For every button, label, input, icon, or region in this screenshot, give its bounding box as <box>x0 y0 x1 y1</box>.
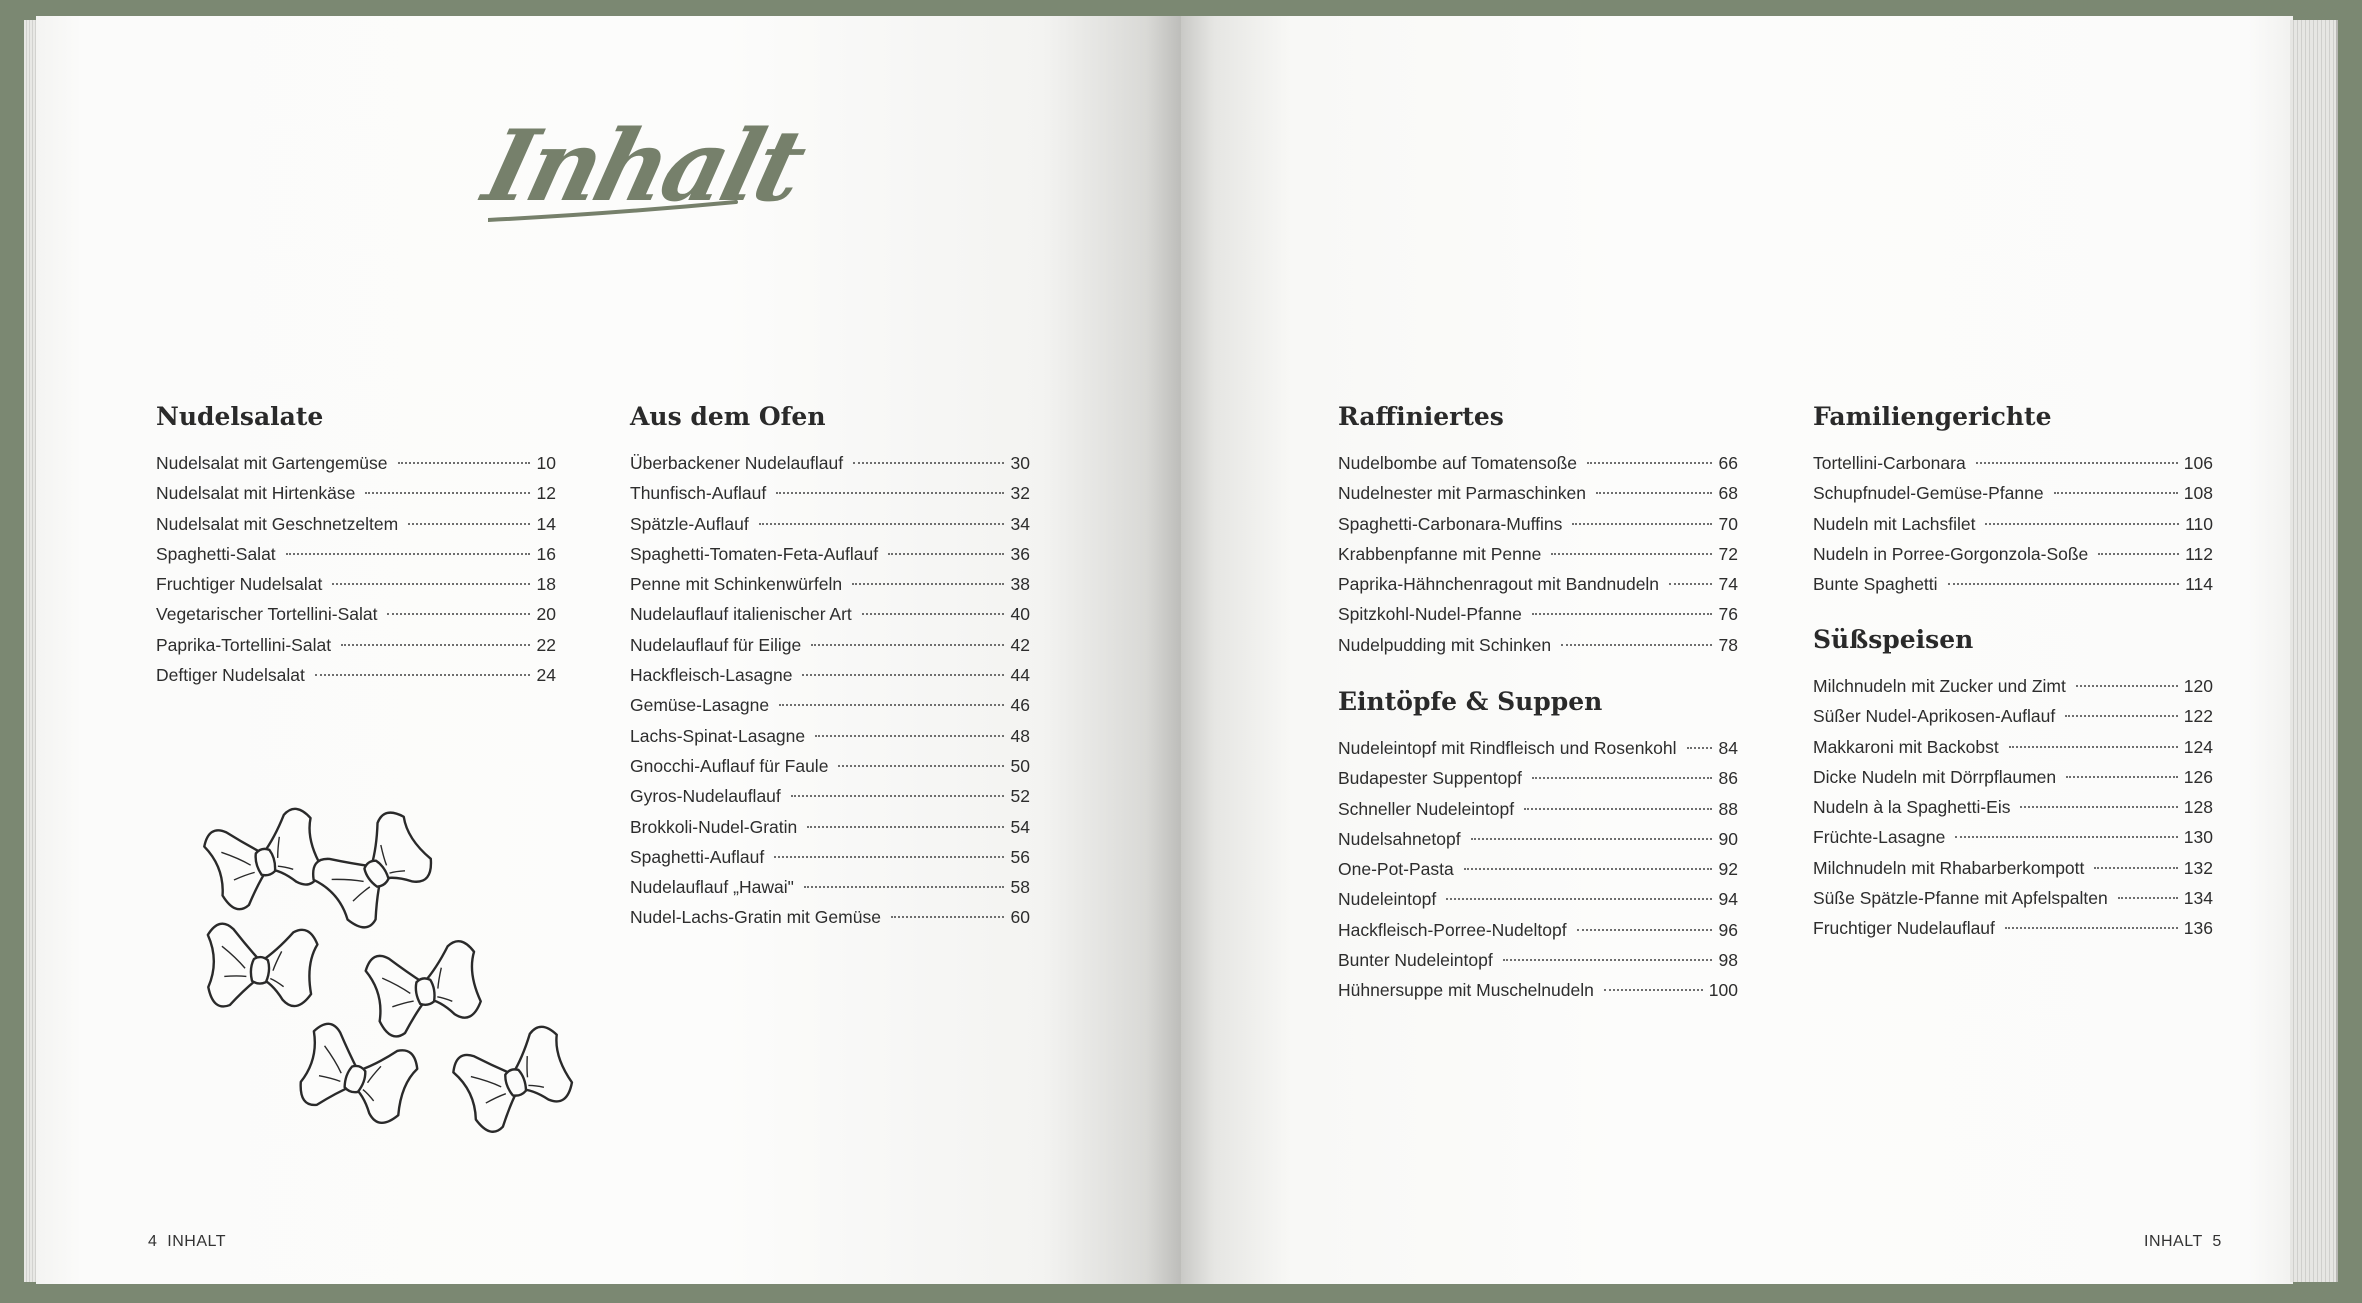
toc-entry-page-number: 72 <box>1718 543 1738 564</box>
toc-entry-page-number: 106 <box>2183 453 2213 473</box>
toc-section-familiengerichte <box>1813 400 2213 599</box>
toc-section-raffiniertes <box>1338 400 1738 660</box>
toc-entry-title: Spaghetti-Auflauf <box>630 846 765 867</box>
toc-entry-title: Tortellini-Carbonara <box>1813 453 1966 473</box>
toc-entry-title: Nudel-Lachs-Gratin mit Gemüse <box>630 907 881 928</box>
dot-leader <box>804 886 1004 888</box>
toc-entry-page-number: 110 <box>2185 513 2213 534</box>
toc-entry-page-number: 32 <box>1010 483 1030 504</box>
dot-leader <box>398 462 531 464</box>
toc-entry <box>630 902 1030 932</box>
toc-entry-title: Lachs-Spinat-Lasagne <box>630 725 806 746</box>
toc-entry-page-number: 40 <box>1010 604 1030 625</box>
dot-leader <box>1572 523 1712 525</box>
toc-entry-title: Nudelpudding mit Schinken <box>1338 634 1552 655</box>
dot-leader <box>2005 927 2178 929</box>
toc-list <box>1813 448 2213 599</box>
toc-entry <box>1338 884 1738 914</box>
toc-entry-page-number: 114 <box>2185 574 2213 595</box>
toc-entry-page-number: 60 <box>1010 907 1030 928</box>
dot-leader <box>341 644 530 646</box>
farfalle-3 <box>202 922 319 1015</box>
toc-entry <box>1338 630 1738 660</box>
toc-entry-page-number: 134 <box>2183 888 2213 909</box>
dot-leader <box>332 583 530 585</box>
toc-entry <box>156 660 556 690</box>
toc-entry-page-number: 36 <box>1010 543 1030 564</box>
toc-entry <box>630 569 1030 599</box>
toc-entry-page-number: 22 <box>536 634 556 655</box>
toc-entry <box>1813 732 2213 762</box>
toc-entry-title: One-Pot-Pasta <box>1338 859 1454 880</box>
toc-entry <box>1338 478 1738 508</box>
toc-entry-page-number: 54 <box>1010 816 1030 837</box>
dot-leader <box>891 916 1004 918</box>
toc-entry-title: Krabbenpfanne mit Penne <box>1338 543 1542 564</box>
toc-entry-title: Hackfleisch-Porree-Nudeltopf <box>1338 919 1567 940</box>
toc-entry-title: Bunter Nudeleintopf <box>1338 950 1493 971</box>
toc-entry-title: Nudelsalat mit Gartengemüse <box>156 453 388 473</box>
toc-entry-page-number: 30 <box>1010 453 1030 473</box>
toc-entry-page-number: 88 <box>1718 798 1738 819</box>
toc-entry-page-number: 20 <box>536 604 556 625</box>
toc-entry <box>1338 539 1738 569</box>
footer-left-page-number: 4 INHALT <box>148 1233 226 1250</box>
toc-entry <box>1338 733 1738 763</box>
dot-leader <box>1976 462 2178 464</box>
toc-entry-page-number: 100 <box>1708 980 1738 1001</box>
toc-entry-title: Spitzkohl-Nudel-Pfanne <box>1338 604 1522 625</box>
toc-entry <box>156 539 556 569</box>
dot-leader <box>838 765 1004 767</box>
toc-entry-title: Spaghetti-Salat <box>156 543 276 564</box>
toc-entry <box>630 539 1030 569</box>
farfalle-pasta-illustration <box>200 790 610 1170</box>
toc-entry-title: Schupfnudel-Gemüse-Pfanne <box>1813 483 2044 504</box>
toc-entry-page-number: 86 <box>1718 768 1738 789</box>
dot-leader <box>1561 644 1712 646</box>
title-swash-decoration <box>488 200 738 224</box>
dot-leader <box>888 553 1004 555</box>
toc-entry-page-number: 38 <box>1010 574 1030 595</box>
toc-entry <box>1813 762 2213 792</box>
toc-entry <box>1338 945 1738 975</box>
toc-entry-title: Süße Spätzle-Pfanne mit Apfelspalten <box>1813 888 2108 909</box>
toc-entry-title: Paprika-Hähnchenragout mit Bandnudeln <box>1338 574 1660 595</box>
section-heading: Aus dem Ofen <box>630 402 826 431</box>
toc-entry-page-number: 52 <box>1010 786 1030 807</box>
toc-entry-page-number: 58 <box>1010 877 1030 898</box>
toc-entry-title: Deftiger Nudelsalat <box>156 665 305 686</box>
toc-entry-page-number: 124 <box>2183 736 2213 757</box>
toc-entry <box>1813 478 2213 508</box>
toc-entry <box>1813 913 2213 943</box>
toc-section-suessspeisen <box>1813 623 2213 944</box>
farfalle-2 <box>306 806 444 937</box>
dot-leader <box>2065 715 2178 717</box>
dot-leader <box>815 735 1004 737</box>
dot-leader <box>1596 492 1712 494</box>
dot-leader <box>365 492 530 494</box>
toc-entry-title: Nudelnester mit Parmaschinken <box>1338 483 1587 504</box>
toc-entry <box>1813 569 2213 599</box>
dot-leader <box>779 704 1004 706</box>
toc-entry <box>156 448 556 478</box>
toc-entry-page-number: 34 <box>1010 513 1030 534</box>
toc-entry-page-number: 24 <box>536 665 556 686</box>
toc-entry-page-number: 14 <box>536 513 556 534</box>
toc-section-eintoepfe-suppen <box>1338 685 1738 1006</box>
dot-leader <box>1551 553 1712 555</box>
dot-leader <box>759 523 1004 525</box>
toc-entry <box>630 448 1030 478</box>
section-heading: Familiengerichte <box>1813 402 2052 431</box>
dot-leader <box>1604 989 1703 991</box>
toc-entry <box>1338 824 1738 854</box>
toc-entry <box>630 599 1030 629</box>
toc-entry <box>156 630 556 660</box>
toc-entry-page-number: 16 <box>536 543 556 564</box>
toc-entry-page-number: 70 <box>1718 513 1738 534</box>
dot-leader <box>807 826 1004 828</box>
toc-entry-title: Früchte-Lasagne <box>1813 827 1946 848</box>
dot-leader <box>862 613 1004 615</box>
toc-list <box>156 448 556 690</box>
toc-entry <box>1813 448 2213 478</box>
toc-entry <box>1813 792 2213 822</box>
toc-entry-title: Nudelsalat mit Hirtenkäse <box>156 483 356 504</box>
toc-entry-title: Spätzle-Auflauf <box>630 513 749 534</box>
toc-entry-page-number: 10 <box>536 453 556 473</box>
toc-entry-title: Makkaroni mit Backobst <box>1813 736 1999 757</box>
toc-entry-title: Nudelsahnetopf <box>1338 828 1461 849</box>
toc-entry-title: Penne mit Schinkenwürfeln <box>630 574 843 595</box>
toc-entry-title: Schneller Nudeleintopf <box>1338 798 1515 819</box>
toc-entry <box>1338 599 1738 629</box>
dot-leader <box>1532 613 1712 615</box>
toc-entry-page-number: 74 <box>1718 574 1738 595</box>
toc-entry-page-number: 92 <box>1718 859 1738 880</box>
toc-entry-page-number: 18 <box>536 574 556 595</box>
toc-entry-title: Süßer Nudel-Aprikosen-Auflauf <box>1813 706 2056 727</box>
toc-entry <box>1813 701 2213 731</box>
toc-entry-title: Spaghetti-Carbonara-Muffins <box>1338 513 1563 534</box>
toc-entry-page-number: 44 <box>1010 665 1030 686</box>
toc-entry-title: Bunte Spaghetti <box>1813 574 1938 595</box>
toc-entry <box>1338 763 1738 793</box>
dot-leader <box>2118 897 2178 899</box>
toc-entry-title: Nudelauflauf „Hawai" <box>630 877 794 898</box>
toc-entry <box>630 660 1030 690</box>
dot-leader <box>1532 777 1712 779</box>
dot-leader <box>2020 806 2177 808</box>
farfalle-1 <box>201 805 329 914</box>
toc-entry-title: Nudeln mit Lachsfilet <box>1813 513 1976 534</box>
toc-entry <box>1338 854 1738 884</box>
toc-entry-page-number: 90 <box>1718 828 1738 849</box>
toc-entry <box>156 569 556 599</box>
toc-entry-page-number: 96 <box>1718 919 1738 940</box>
section-heading: Eintöpfe & Suppen <box>1338 687 1603 716</box>
toc-entry-title: Gyros-Nudelauflauf <box>630 786 781 807</box>
toc-entry-title: Fruchtiger Nudelauflauf <box>1813 918 1995 939</box>
dot-leader <box>2076 685 2178 687</box>
toc-entry-title: Spaghetti-Tomaten-Feta-Auflauf <box>630 543 879 564</box>
page-edges-right <box>2290 20 2338 1282</box>
toc-entry-title: Fruchtiger Nudelsalat <box>156 574 323 595</box>
dot-leader <box>2054 492 2178 494</box>
toc-entry <box>156 599 556 629</box>
toc-entry-title: Nudeleintopf <box>1338 889 1437 910</box>
toc-entry-title: Dicke Nudeln mit Dörrpflaumen <box>1813 766 2057 787</box>
dot-leader <box>1524 808 1712 810</box>
toc-entry-page-number: 12 <box>536 483 556 504</box>
toc-entry-page-number: 42 <box>1010 634 1030 655</box>
toc-entry-page-number: 136 <box>2183 918 2213 939</box>
toc-entry <box>1813 509 2213 539</box>
toc-entry <box>156 478 556 508</box>
toc-section-nudelsalate <box>156 400 556 690</box>
toc-entry <box>1813 853 2213 883</box>
dot-leader <box>2066 776 2178 778</box>
toc-entry-page-number: 68 <box>1718 483 1738 504</box>
toc-entry <box>630 781 1030 811</box>
toc-entry <box>1813 822 2213 852</box>
toc-entry <box>630 509 1030 539</box>
toc-entry <box>156 509 556 539</box>
toc-entry-title: Nudelsalat mit Geschnetzeltem <box>156 513 399 534</box>
toc-entry-page-number: 128 <box>2183 797 2213 818</box>
toc-list <box>630 448 1030 933</box>
toc-entry <box>1338 448 1738 478</box>
toc-entry <box>1338 569 1738 599</box>
toc-entry-title: Brokkoli-Nudel-Gratin <box>630 816 798 837</box>
toc-entry <box>630 630 1030 660</box>
dot-leader <box>1687 747 1712 749</box>
toc-entry-title: Nudelauflauf italienischer Art <box>630 604 852 625</box>
farfalle-6 <box>449 1022 581 1138</box>
farfalle-4 <box>363 939 486 1040</box>
toc-entry-title: Vegetarischer Tortellini-Salat <box>156 604 378 625</box>
dot-leader <box>1955 836 2177 838</box>
dot-leader <box>1464 868 1712 870</box>
toc-entry-page-number: 108 <box>2183 483 2213 504</box>
toc-entry <box>1338 794 1738 824</box>
toc-entry-title: Paprika-Tortellini-Salat <box>156 634 332 655</box>
dot-leader <box>1471 838 1712 840</box>
dot-leader <box>811 644 1004 646</box>
dot-leader <box>1577 929 1712 931</box>
toc-entry-title: Gemüse-Lasagne <box>630 695 770 716</box>
toc-entry <box>630 478 1030 508</box>
dot-leader <box>1669 583 1712 585</box>
toc-entry-title: Milchnudeln mit Rhabarberkompott <box>1813 857 2085 878</box>
dot-leader <box>852 583 1004 585</box>
toc-entry <box>1338 509 1738 539</box>
toc-entry-title: Thunfisch-Auflauf <box>630 483 767 504</box>
dot-leader <box>774 856 1004 858</box>
toc-entry-title: Überbackener Nudelauflauf <box>630 453 844 473</box>
dot-leader <box>776 492 1004 494</box>
dot-leader <box>286 553 530 555</box>
toc-entry <box>630 721 1030 751</box>
toc-entry <box>630 872 1030 902</box>
toc-entry-title: Nudeln à la Spaghetti-Eis <box>1813 797 2011 818</box>
toc-entry-title: Budapester Suppentopf <box>1338 768 1522 789</box>
dot-leader <box>1446 898 1712 900</box>
toc-list <box>1338 733 1738 1006</box>
dot-leader <box>802 674 1004 676</box>
section-heading: Raffiniertes <box>1338 402 1504 431</box>
section-heading: Süßspeisen <box>1813 625 1974 654</box>
toc-section-aus-dem-ofen <box>630 400 1030 933</box>
dot-leader <box>315 674 530 676</box>
footer-right-page-number: INHALT 5 <box>2144 1233 2222 1250</box>
toc-entry-page-number: 126 <box>2183 766 2213 787</box>
toc-entry-page-number: 66 <box>1718 453 1738 473</box>
dot-leader <box>1503 959 1712 961</box>
dot-leader <box>387 613 530 615</box>
toc-entry-page-number: 94 <box>1718 889 1738 910</box>
dot-leader <box>1948 583 2180 585</box>
dot-leader <box>2098 553 2179 555</box>
toc-entry <box>1338 915 1738 945</box>
toc-entry-title: Hühnersuppe mit Muschelnudeln <box>1338 980 1594 1001</box>
dot-leader <box>2009 746 2178 748</box>
dot-leader <box>1985 523 2179 525</box>
toc-entry-page-number: 46 <box>1010 695 1030 716</box>
toc-list <box>1338 448 1738 660</box>
toc-entry-page-number: 76 <box>1718 604 1738 625</box>
toc-entry <box>630 842 1030 872</box>
dot-leader <box>791 795 1004 797</box>
toc-entry <box>630 812 1030 842</box>
toc-entry-page-number: 98 <box>1718 950 1738 971</box>
toc-entry-page-number: 120 <box>2183 676 2213 696</box>
toc-entry-title: Nudelbombe auf Tomatensoße <box>1338 453 1577 473</box>
dot-leader <box>408 523 530 525</box>
toc-entry-page-number: 132 <box>2183 857 2213 878</box>
toc-entry <box>1813 539 2213 569</box>
toc-entry-title: Nudeleintopf mit Rindfleisch und Rosenkohl <box>1338 738 1677 758</box>
toc-entry <box>1813 671 2213 701</box>
toc-entry <box>1813 883 2213 913</box>
toc-entry-title: Hackfleisch-Lasagne <box>630 665 793 686</box>
dot-leader <box>2094 867 2177 869</box>
page-title: Inhalt <box>473 109 813 224</box>
toc-entry-page-number: 50 <box>1010 755 1030 776</box>
toc-entry-title: Milchnudeln mit Zucker und Zimt <box>1813 676 2066 696</box>
toc-entry-title: Nudelauflauf für Eilige <box>630 634 802 655</box>
toc-entry-page-number: 78 <box>1718 634 1738 655</box>
section-heading: Nudelsalate <box>156 402 324 431</box>
toc-entry <box>630 751 1030 781</box>
toc-entry-page-number: 112 <box>2185 543 2213 564</box>
toc-entry-page-number: 122 <box>2183 706 2213 727</box>
toc-entry-title: Gnocchi-Auflauf für Faule <box>630 755 829 776</box>
toc-entry-page-number: 84 <box>1718 738 1738 758</box>
toc-entry-page-number: 56 <box>1010 846 1030 867</box>
toc-list <box>1813 671 2213 944</box>
toc-entry-title: Nudeln in Porree-Gorgonzola-Soße <box>1813 543 2089 564</box>
dot-leader <box>853 462 1004 464</box>
toc-entry-page-number: 130 <box>2183 827 2213 848</box>
toc-entry <box>1338 975 1738 1005</box>
dot-leader <box>1587 462 1712 464</box>
toc-entry <box>630 690 1030 720</box>
toc-entry-page-number: 48 <box>1010 725 1030 746</box>
